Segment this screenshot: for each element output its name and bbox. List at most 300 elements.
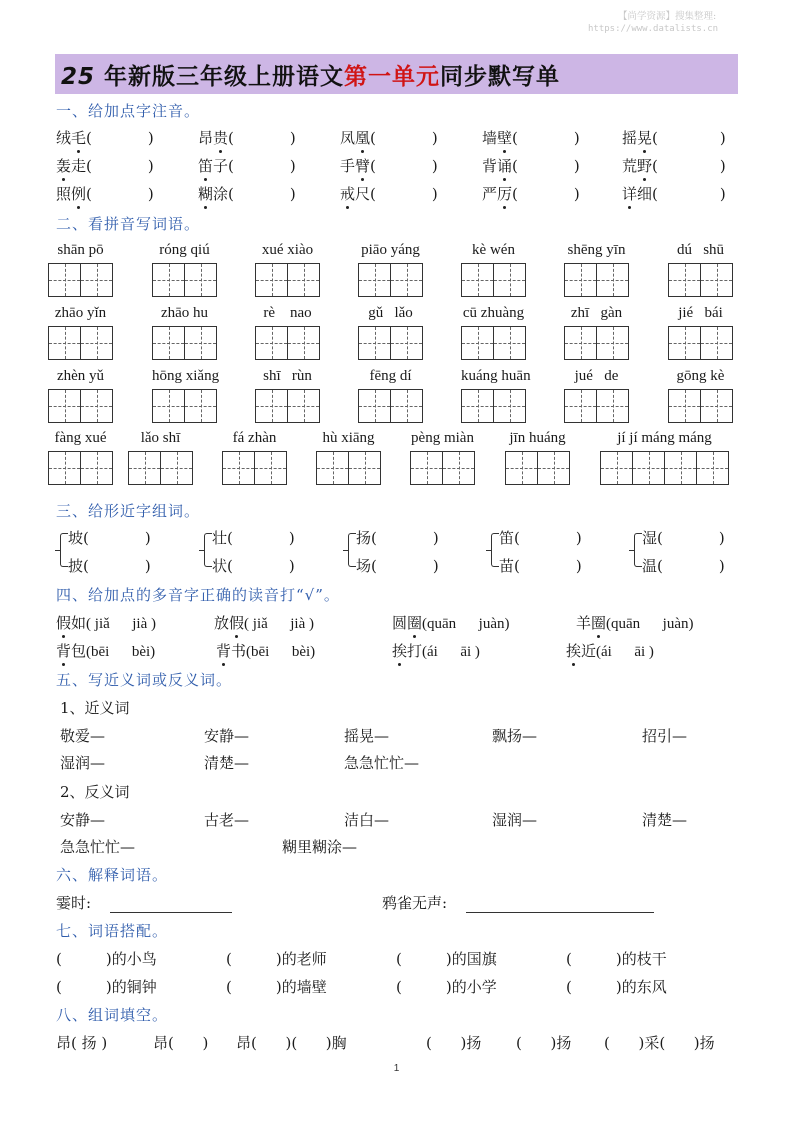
watermark-source: 【尚学资源】搜集整理:	[618, 11, 717, 22]
dotted-char: 详	[622, 185, 638, 203]
writing-box[interactable]	[153, 327, 185, 359]
tianzige-grid	[48, 263, 113, 297]
writing-box[interactable]	[565, 327, 597, 359]
synonym-item[interactable]: 摇晃—	[344, 727, 390, 745]
pinyin-word	[668, 303, 733, 360]
collocation-item	[56, 948, 157, 969]
dotted-char: 贵	[213, 129, 229, 147]
collocation-noun: 的小学	[451, 978, 497, 996]
close-paren: )	[147, 157, 154, 175]
writing-box[interactable]	[391, 264, 423, 296]
writing-box[interactable]	[565, 390, 597, 422]
close-paren: )	[719, 129, 726, 147]
fill-in-item[interactable]: ( )扬	[516, 1034, 572, 1052]
open-paren: (	[652, 185, 658, 203]
antonym-item[interactable]: 安静—	[60, 811, 106, 829]
tianzige-grid	[255, 326, 320, 360]
pinyin-label: zhèn yǔ	[56, 368, 105, 384]
dotted-char: 诵	[497, 157, 513, 175]
brace-tick	[486, 550, 492, 551]
phonetic-item	[340, 155, 438, 176]
close-paren: )	[719, 185, 726, 203]
synonym-item[interactable]: 急急忙忙—	[344, 754, 420, 772]
writing-box[interactable]	[697, 452, 729, 484]
writing-box[interactable]	[669, 264, 701, 296]
writing-box[interactable]	[597, 390, 629, 422]
pinyin-word	[564, 240, 629, 297]
synonym-item[interactable]: 敬爱—	[60, 727, 106, 745]
tianzige-grid	[600, 451, 729, 485]
writing-box[interactable]	[185, 327, 217, 359]
word-pre: 放	[214, 614, 230, 632]
writing-box[interactable]	[153, 264, 185, 296]
dotted-char: 笛	[198, 157, 214, 175]
similar-char-item	[499, 527, 639, 548]
word-pre: 严	[482, 185, 498, 203]
writing-box[interactable]	[597, 264, 629, 296]
dotted-char: 挨	[566, 642, 582, 660]
similar-char-item	[68, 555, 208, 576]
open-paren: (	[566, 950, 572, 968]
polyphone-item	[214, 612, 314, 633]
pinyin-word	[316, 428, 381, 485]
writing-box[interactable]	[669, 327, 701, 359]
writing-box[interactable]	[81, 390, 113, 422]
writing-box[interactable]	[185, 264, 217, 296]
similar-char-item	[642, 555, 782, 576]
word-post: 走	[71, 157, 87, 175]
char-with-paren: 披(	[68, 557, 89, 575]
tianzige-grid	[564, 326, 629, 360]
word-pre: 手	[340, 157, 356, 175]
synonym-item[interactable]: 清楚—	[204, 754, 250, 772]
similar-char-item	[356, 555, 496, 576]
word-pre: 羊	[576, 614, 592, 632]
pinyin-word	[222, 428, 287, 485]
writing-box[interactable]	[359, 327, 391, 359]
close-paren: )	[431, 129, 438, 147]
pronunciation-options[interactable]: (bēi bèi)	[246, 644, 316, 660]
writing-box[interactable]	[129, 452, 161, 484]
writing-box[interactable]	[349, 452, 381, 484]
pinyin-label: shēng yīn	[567, 242, 626, 258]
word-post: 打	[407, 642, 423, 660]
pronunciation-options[interactable]: ( jiǎ jià )	[86, 616, 157, 632]
close-paren: )	[275, 978, 282, 996]
phonetic-item	[198, 127, 296, 148]
pinyin-label: lǎo shī	[140, 430, 181, 446]
pinyin-label: fá zhàn	[232, 430, 277, 446]
writing-box[interactable]	[317, 452, 349, 484]
close-paren: )	[573, 129, 580, 147]
pinyin-word	[152, 303, 217, 360]
tianzige-grid	[461, 389, 526, 423]
similar-char-item	[68, 527, 208, 548]
pinyin-word	[358, 240, 423, 297]
writing-box[interactable]	[256, 264, 288, 296]
brace-tick	[55, 550, 61, 551]
writing-box[interactable]	[81, 264, 113, 296]
char-with-paren: 苗(	[499, 557, 520, 575]
tianzige-grid	[358, 389, 423, 423]
title-highlight: 第一单元	[344, 63, 441, 90]
word-post: 涂	[213, 185, 229, 203]
pronunciation-options[interactable]: ( jiǎ jià )	[244, 616, 315, 632]
pinyin-word	[48, 366, 113, 423]
pinyin-label: zhāo yǐn	[54, 305, 107, 321]
collocation-noun: 的枝干	[621, 950, 667, 968]
similar-char-item	[499, 555, 639, 576]
close-paren: )	[575, 557, 582, 575]
collocation-item	[396, 976, 497, 997]
writing-box[interactable]	[538, 452, 570, 484]
pinyin-label: kuáng huān	[461, 368, 531, 384]
open-paren: (	[396, 950, 402, 968]
title-prefix: 年新版三年级上册语文	[95, 63, 345, 90]
close-paren: )	[445, 950, 452, 968]
pinyin-label: jué de	[574, 368, 619, 384]
writing-box[interactable]	[81, 452, 113, 484]
tianzige-grid	[48, 451, 113, 485]
dotted-char: 壁	[497, 129, 513, 147]
char-with-paren: 扬(	[356, 529, 377, 547]
tianzige-grid	[564, 263, 629, 297]
close-paren: )	[432, 529, 439, 547]
writing-box[interactable]	[81, 327, 113, 359]
open-paren: (	[370, 185, 376, 203]
brace-bracket	[60, 533, 68, 567]
pinyin-label: piāo yáng	[361, 242, 420, 258]
writing-box[interactable]	[411, 452, 443, 484]
writing-box[interactable]	[256, 390, 288, 422]
close-paren: )	[275, 950, 282, 968]
collocation-noun: 的国旗	[451, 950, 497, 968]
writing-box[interactable]	[701, 390, 733, 422]
pinyin-label: fēng dí	[369, 368, 412, 384]
open-paren: (	[370, 129, 376, 147]
tianzige-grid	[358, 326, 423, 360]
word-pre: 墙	[482, 129, 498, 147]
writing-box[interactable]	[288, 264, 320, 296]
section-5-title: 五、写近义词或反义词。	[56, 671, 233, 689]
pinyin-label: hōng xiǎng	[152, 368, 220, 384]
writing-box[interactable]	[49, 390, 81, 422]
pinyin-word	[48, 303, 113, 360]
writing-box[interactable]	[565, 264, 597, 296]
word-post: 细	[637, 185, 653, 203]
polyphone-item	[566, 640, 654, 661]
polyphone-item	[576, 612, 694, 633]
open-paren: (	[56, 978, 62, 996]
writing-box[interactable]	[161, 452, 193, 484]
close-paren: )	[288, 557, 295, 575]
brace-bracket	[204, 533, 212, 567]
pinyin-label: gōng kè	[676, 368, 725, 384]
pinyin-word	[410, 428, 475, 485]
open-paren: (	[226, 950, 232, 968]
phonetic-item	[482, 183, 580, 204]
explain-answer-line[interactable]	[466, 897, 654, 913]
word-pre: 摇	[622, 129, 638, 147]
word-pre: 绒	[56, 129, 72, 147]
dotted-char: 背	[216, 642, 232, 660]
antonyms-label: 2、反义词	[60, 783, 130, 801]
close-paren: )	[573, 157, 580, 175]
writing-box[interactable]	[256, 327, 288, 359]
phonetic-item	[622, 155, 726, 176]
char-with-paren: 壮(	[212, 529, 233, 547]
open-paren: (	[652, 157, 658, 175]
writing-box[interactable]	[494, 390, 526, 422]
close-paren: )	[445, 978, 452, 996]
section-1-title: 一、给加点字注音。	[56, 102, 201, 120]
explain-answer-line[interactable]	[110, 897, 232, 913]
writing-box[interactable]	[597, 327, 629, 359]
writing-box[interactable]	[49, 452, 81, 484]
char-with-paren: 湿(	[642, 529, 663, 547]
tianzige-grid	[128, 451, 193, 485]
pronunciation-options[interactable]: (ái āi )	[422, 644, 480, 660]
collocation-item	[226, 948, 327, 969]
brace-bracket	[634, 533, 642, 567]
synonyms-label: 1、近义词	[60, 699, 130, 717]
phonetic-item	[622, 183, 726, 204]
writing-box[interactable]	[359, 390, 391, 422]
writing-box[interactable]	[633, 452, 665, 484]
open-paren: (	[86, 129, 92, 147]
tianzige-grid	[255, 263, 320, 297]
pronunciation-options[interactable]: (quān juàn)	[422, 616, 510, 632]
writing-box[interactable]	[223, 452, 255, 484]
pinyin-word	[358, 366, 423, 423]
char-with-paren: 坡(	[68, 529, 89, 547]
collocation-noun: 的小鸟	[111, 950, 157, 968]
tianzige-grid	[152, 389, 217, 423]
tianzige-grid	[668, 263, 733, 297]
word-pre: 圆	[392, 614, 408, 632]
similar-char-item	[642, 527, 782, 548]
pinyin-word	[152, 240, 217, 297]
collocation-noun: 的墙壁	[281, 978, 327, 996]
dotted-char: 凰	[355, 129, 371, 147]
close-paren: )	[288, 529, 295, 547]
collocation-item	[226, 976, 327, 997]
pinyin-word	[48, 428, 113, 485]
similar-char-item	[212, 555, 352, 576]
antonym-item[interactable]: 清楚—	[642, 811, 688, 829]
close-paren: )	[431, 185, 438, 203]
pinyin-label: pèng miàn	[411, 430, 474, 446]
writing-box[interactable]	[701, 327, 733, 359]
pinyin-label: cū zhuàng	[462, 305, 525, 321]
writing-box[interactable]	[494, 327, 526, 359]
brace-tick	[343, 550, 349, 551]
close-paren: )	[144, 557, 151, 575]
pinyin-label: xué xiào	[261, 242, 314, 258]
close-paren: )	[615, 950, 622, 968]
brace-tick	[629, 550, 635, 551]
explain-label: 鸦雀无声:	[382, 894, 448, 912]
dotted-char: 圈	[591, 614, 607, 632]
section-4-title: 四、给加点的多音字正确的读音打“√”。	[56, 586, 340, 604]
pronunciation-options[interactable]: (ái āi )	[596, 644, 654, 660]
tianzige-grid	[48, 389, 113, 423]
writing-box[interactable]	[462, 390, 494, 422]
dotted-char: 例	[71, 185, 87, 203]
word-pre: 照	[56, 185, 72, 203]
close-paren: )	[147, 129, 154, 147]
writing-box[interactable]	[443, 452, 475, 484]
pinyin-word	[48, 240, 113, 297]
section-8-title: 八、组词填空。	[56, 1006, 169, 1024]
phonetic-item	[482, 127, 580, 148]
writing-box[interactable]	[462, 327, 494, 359]
writing-box[interactable]	[153, 390, 185, 422]
polyphone-item	[392, 612, 510, 633]
pinyin-word	[128, 428, 193, 485]
close-paren: )	[105, 978, 112, 996]
char-with-paren: 笛(	[499, 529, 520, 547]
word-pre: 荒	[622, 157, 638, 175]
synonym-item[interactable]: 招引—	[642, 727, 688, 745]
section-7-title: 七、词语搭配。	[56, 922, 169, 940]
synonym-item[interactable]: 飘扬—	[492, 727, 538, 745]
pinyin-label: fàng xué	[54, 430, 107, 446]
pinyin-label: shī rùn	[263, 368, 312, 384]
dotted-char: 厉	[497, 185, 513, 203]
word-pre: 昂	[198, 129, 214, 147]
word-post: 近	[581, 642, 597, 660]
writing-box[interactable]	[391, 327, 423, 359]
synonym-item[interactable]: 湿润—	[60, 754, 106, 772]
pinyin-word	[564, 366, 629, 423]
writing-box[interactable]	[391, 390, 423, 422]
watermark	[588, 10, 790, 36]
pinyin-word	[461, 240, 526, 297]
section-3-title: 三、给形近字组词。	[56, 502, 201, 520]
open-paren: (	[396, 978, 402, 996]
open-paren: (	[512, 129, 518, 147]
open-paren: (	[512, 157, 518, 175]
dotted-char: 轰	[56, 157, 72, 175]
page-number: 1	[393, 1063, 400, 1074]
writing-box[interactable]	[665, 452, 697, 484]
word-post: 书	[231, 642, 247, 660]
polyphone-item	[216, 640, 315, 661]
close-paren: )	[105, 950, 112, 968]
writing-box[interactable]	[359, 264, 391, 296]
phonetic-item	[56, 183, 154, 204]
brace-bracket	[348, 533, 356, 567]
pinyin-label: gǔ lǎo	[368, 305, 413, 321]
pinyin-label: rè nao	[263, 305, 312, 321]
antonym-item[interactable]: 糊里糊涂—	[282, 838, 358, 856]
dotted-char: 背	[56, 642, 72, 660]
antonym-item[interactable]: 洁白—	[344, 811, 390, 829]
close-paren: )	[289, 129, 296, 147]
writing-box[interactable]	[288, 327, 320, 359]
open-paren: (	[86, 185, 92, 203]
explain-item-1	[56, 892, 232, 913]
writing-box[interactable]	[506, 452, 538, 484]
pinyin-word	[668, 240, 733, 297]
tianzige-grid	[668, 389, 733, 423]
pinyin-label: róng qiú	[159, 242, 210, 258]
char-with-paren: 状(	[212, 557, 233, 575]
close-paren: )	[432, 557, 439, 575]
antonym-item[interactable]: 湿润—	[492, 811, 538, 829]
explain-label: 霎时:	[56, 894, 92, 912]
pronunciation-options[interactable]: (bēi bèi)	[86, 644, 156, 660]
tianzige-grid	[668, 326, 733, 360]
antonym-item[interactable]: 急急忙忙—	[60, 838, 136, 856]
fill-in-item[interactable]: ( )扬	[426, 1034, 482, 1052]
pinyin-word	[564, 303, 629, 360]
pinyin-label: jīn huáng	[509, 430, 566, 446]
writing-box[interactable]	[288, 390, 320, 422]
writing-box[interactable]	[701, 264, 733, 296]
title-year: 25	[61, 63, 96, 90]
fill-in-item[interactable]: 昂( )( )胸	[236, 1034, 347, 1052]
word-post: 子	[213, 157, 229, 175]
tianzige-grid	[410, 451, 475, 485]
word-post: 如	[71, 614, 87, 632]
section-2-title: 二、看拼音写词语。	[56, 215, 201, 233]
writing-box[interactable]	[462, 264, 494, 296]
writing-box[interactable]	[255, 452, 287, 484]
close-paren: )	[573, 185, 580, 203]
fill-in-item[interactable]: 昂( )	[153, 1034, 209, 1052]
phonetic-item	[622, 127, 726, 148]
dotted-char: 假	[56, 614, 72, 632]
phonetic-item	[340, 127, 438, 148]
fill-in-item[interactable]: ( )采( )扬	[604, 1034, 715, 1052]
dotted-char: 挨	[392, 642, 408, 660]
synonym-item[interactable]: 安静—	[204, 727, 250, 745]
dotted-char: 糊	[198, 185, 214, 203]
fill-in-item[interactable]: 昂( 扬 )	[56, 1034, 108, 1052]
antonym-item[interactable]: 古老—	[204, 811, 250, 829]
pinyin-word	[461, 303, 526, 360]
writing-box[interactable]	[185, 390, 217, 422]
dotted-char: 假	[229, 614, 245, 632]
writing-box[interactable]	[49, 264, 81, 296]
pinyin-word	[255, 240, 320, 297]
writing-box[interactable]	[494, 264, 526, 296]
writing-box[interactable]	[49, 327, 81, 359]
pronunciation-options[interactable]: (quān juàn)	[606, 616, 694, 632]
collocation-noun: 的铜钟	[111, 978, 157, 996]
similar-char-item	[356, 527, 496, 548]
close-paren: )	[147, 185, 154, 203]
pinyin-label: dú shū	[676, 242, 725, 258]
pinyin-word	[461, 366, 531, 423]
polyphone-item	[56, 612, 156, 633]
collocation-noun: 的老师	[281, 950, 327, 968]
pinyin-label: hù xiāng	[322, 430, 375, 446]
writing-box[interactable]	[669, 390, 701, 422]
writing-box[interactable]	[601, 452, 633, 484]
open-paren: (	[512, 185, 518, 203]
tianzige-grid	[505, 451, 570, 485]
collocation-item	[56, 976, 157, 997]
close-paren: )	[615, 978, 622, 996]
polyphone-item	[392, 640, 480, 661]
pinyin-word	[668, 366, 733, 423]
close-paren: )	[719, 157, 726, 175]
collocation-noun: 的东风	[621, 978, 667, 996]
collocation-item	[396, 948, 497, 969]
